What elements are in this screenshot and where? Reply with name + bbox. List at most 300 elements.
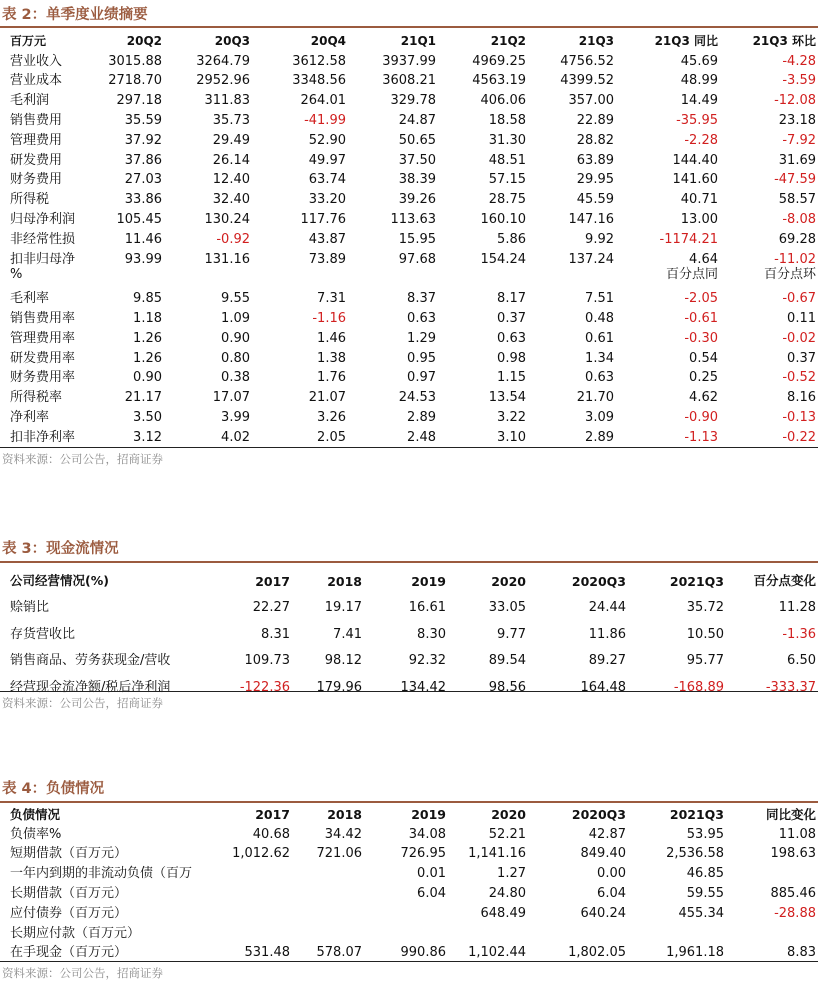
value-cell [82, 267, 164, 287]
row-label-cell: 财务费用率 [10, 370, 76, 386]
value-cell: 97.68 [398, 251, 436, 267]
value-cell: 0.63 [407, 310, 436, 326]
value-cell: 2,536.58 [666, 846, 724, 862]
value-cell: -12.08 [774, 93, 816, 109]
value-cell: 63.89 [576, 152, 614, 168]
table-row [0, 286, 818, 306]
value-cell: 160.10 [480, 211, 526, 227]
table3-title: 表 3：现金流情况 [2, 541, 119, 557]
value-cell: 52.90 [308, 132, 346, 148]
value-cell: 98.56 [488, 679, 526, 695]
value-cell: 22.89 [576, 112, 614, 128]
table-row [0, 168, 818, 188]
value-cell: 0.48 [585, 310, 614, 326]
row-label-cell: 管理费用率 [10, 330, 76, 346]
value-cell: 105.45 [116, 211, 162, 227]
value-cell: 38.39 [398, 172, 436, 188]
header-cell: 20Q2 [126, 33, 162, 48]
header-cell: 21Q2 [490, 33, 526, 48]
value-cell: 11.86 [588, 626, 626, 642]
header-label-cell: 负债情况 [10, 806, 61, 822]
row-label-cell: 一年内到期的非流动负债（百万 [10, 866, 193, 882]
value-cell: -1.16 [312, 310, 346, 326]
value-cell: 26.14 [212, 152, 250, 168]
row-label-cell: 扣非归母净 [10, 251, 76, 267]
value-cell [292, 901, 364, 921]
table-row [0, 842, 818, 862]
table-row [0, 227, 818, 247]
value-cell: 34.42 [324, 826, 362, 842]
table4-source: 资料来源：公司公告，招商证券 [2, 966, 163, 980]
value-cell: 3348.56 [292, 73, 346, 89]
value-cell: 0.95 [407, 350, 436, 366]
value-cell: -4.28 [782, 53, 816, 69]
value-cell: 89.54 [488, 653, 526, 668]
value-cell: 9.55 [221, 291, 250, 307]
row-label-cell: 赊销比 [10, 600, 50, 615]
value-cell: 3608.21 [382, 73, 436, 89]
value-cell [364, 921, 448, 941]
value-cell: -0.30 [684, 330, 718, 346]
row-label-cell: 扣非净利率 [10, 429, 76, 445]
value-cell: -1.36 [782, 626, 816, 642]
header-cell: 2019 [411, 806, 446, 822]
header-cell: 2021Q3 [669, 573, 724, 589]
row-label-cell: 营业成本 [10, 73, 63, 89]
value-cell: -7.92 [782, 132, 816, 148]
value-cell: 37.92 [124, 132, 162, 148]
value-cell: 0.00 [597, 866, 626, 882]
value-cell: 164.48 [580, 679, 626, 695]
row-label-cell: 营业收入 [10, 53, 63, 69]
table-row [0, 247, 818, 267]
value-cell: 3.26 [317, 409, 346, 425]
value-cell: 百分点同 [665, 266, 718, 282]
value-cell: 3937.99 [382, 53, 436, 69]
table3-cashflow [0, 562, 818, 695]
table-row [0, 306, 818, 326]
value-cell: 13.00 [680, 211, 718, 227]
value-cell: 0.63 [585, 370, 614, 386]
value-cell: 24.44 [588, 600, 626, 615]
value-cell: -0.92 [216, 231, 250, 247]
value-cell: 1,961.18 [666, 945, 724, 961]
value-cell: 10.50 [686, 626, 724, 642]
table-row [0, 88, 818, 108]
row-label-cell: 销售费用 [10, 112, 63, 128]
value-cell: 48.99 [680, 73, 718, 89]
row-label-cell: 所得税 [10, 192, 50, 208]
table-row [0, 108, 818, 128]
value-cell: 24.80 [488, 885, 526, 901]
header-cell: 21Q3 [578, 33, 614, 48]
value-cell [364, 901, 448, 921]
table3-header-row [0, 562, 818, 589]
value-cell: 18.58 [488, 112, 526, 128]
value-cell: 21.70 [576, 390, 614, 406]
table-row [0, 941, 818, 961]
value-cell: 154.24 [480, 251, 526, 267]
table-row [0, 69, 818, 89]
value-cell: 24.53 [398, 390, 436, 406]
value-cell: 8.30 [417, 626, 446, 642]
value-cell: -11.02 [774, 251, 816, 267]
value-cell: 35.72 [686, 600, 724, 615]
value-cell: 37.50 [398, 152, 436, 168]
value-cell: 3.22 [497, 409, 526, 425]
table-row [0, 49, 818, 69]
value-cell: 849.40 [580, 846, 626, 862]
value-cell: 4563.19 [472, 73, 526, 89]
table-row [0, 901, 818, 921]
header-cell: 2018 [327, 573, 362, 589]
value-cell: 1.27 [497, 866, 526, 882]
value-cell: 5.86 [497, 231, 526, 247]
table-row [0, 425, 818, 445]
value-cell [292, 861, 364, 881]
table-row [0, 346, 818, 366]
value-cell: 58.57 [778, 192, 816, 208]
value-cell: 6.50 [787, 653, 816, 668]
value-cell: -3.59 [782, 73, 816, 89]
value-cell: 69.28 [778, 231, 816, 247]
value-cell: 89.27 [588, 653, 626, 668]
value-cell: 990.86 [400, 945, 446, 961]
row-label-cell: 非经常性损 [10, 231, 76, 247]
value-cell [230, 861, 292, 881]
table3-bottom-rule [0, 691, 818, 692]
value-cell: 1.76 [317, 370, 346, 386]
header-cell: 百分点变化 [753, 572, 816, 588]
value-cell: -333.37 [765, 679, 816, 695]
row-label-cell: 研发费用率 [10, 350, 76, 366]
value-cell: 726.95 [400, 846, 446, 862]
value-cell: -0.90 [684, 409, 718, 425]
header-cell: 2017 [255, 806, 290, 822]
row-label-cell: 管理费用 [10, 132, 63, 148]
value-cell: 98.12 [324, 653, 362, 668]
value-cell: 8.17 [497, 291, 526, 307]
value-cell: 14.49 [680, 93, 718, 109]
value-cell: 39.26 [398, 192, 436, 208]
row-label-cell: 销售费用率 [10, 310, 76, 326]
value-cell [726, 921, 818, 941]
value-cell: 2.48 [407, 429, 436, 445]
value-cell: 13.54 [488, 390, 526, 406]
value-cell [726, 861, 818, 881]
value-cell: 3.99 [221, 409, 250, 425]
header-cell: 20Q4 [310, 33, 346, 48]
table-row [0, 385, 818, 405]
value-cell: 4969.25 [472, 53, 526, 69]
value-cell: 109.73 [244, 653, 290, 668]
header-cell: 2019 [411, 573, 446, 589]
value-cell: 95.77 [686, 653, 724, 668]
header-cell: 2020Q3 [571, 806, 626, 822]
value-cell: 8.83 [787, 945, 816, 961]
value-cell: 0.01 [417, 866, 446, 882]
value-cell: 8.31 [261, 626, 290, 642]
value-cell: 144.40 [672, 152, 718, 168]
row-label-cell: 销售商品、劳务获现金/营收 [10, 653, 171, 668]
value-cell: 6.04 [597, 885, 626, 901]
value-cell [230, 881, 292, 901]
value-cell: 32.40 [212, 192, 250, 208]
value-cell: 31.30 [488, 132, 526, 148]
header-cell: 2017 [255, 573, 290, 589]
value-cell: 63.74 [308, 172, 346, 188]
value-cell: 33.86 [124, 192, 162, 208]
header-cell: 2020 [491, 806, 526, 822]
value-cell: 4.62 [689, 390, 718, 406]
value-cell [628, 921, 726, 941]
row-label-cell: 负债率% [10, 826, 62, 842]
row-label-cell: 净利率 [10, 409, 50, 425]
row-label-cell: 所得税率 [10, 390, 63, 406]
value-cell [230, 901, 292, 921]
table3-source: 资料来源：公司公告，招商证券 [2, 696, 163, 710]
value-cell: 1.34 [585, 350, 614, 366]
table-row [0, 187, 818, 207]
value-cell [528, 267, 616, 287]
table-row [0, 326, 818, 346]
header-cell: 2020 [491, 573, 526, 589]
value-cell [438, 267, 528, 287]
value-cell [252, 267, 348, 287]
value-cell: 3.12 [133, 429, 162, 445]
header-cell: 20Q3 [214, 33, 250, 48]
table4-header-row [0, 802, 818, 822]
value-cell [292, 881, 364, 901]
table-row [0, 366, 818, 386]
value-cell: 1.26 [133, 330, 162, 346]
value-cell: 12.40 [212, 172, 250, 188]
value-cell: 35.59 [124, 112, 162, 128]
value-cell: 0.90 [221, 330, 250, 346]
value-cell: 1,012.62 [232, 846, 290, 862]
value-cell: 0.98 [497, 350, 526, 366]
value-cell: 3.50 [133, 409, 162, 425]
value-cell: 31.69 [778, 152, 816, 168]
value-cell: 7.51 [585, 291, 614, 307]
value-cell: 百分点环 [763, 266, 816, 282]
value-cell: 113.63 [390, 211, 436, 227]
value-cell: 297.18 [116, 93, 162, 109]
table4-bottom-rule [0, 961, 818, 962]
header-cell: 2021Q3 [669, 806, 724, 822]
value-cell: -28.88 [774, 905, 816, 921]
value-cell: 40.68 [252, 826, 290, 842]
table-row [0, 921, 818, 941]
value-cell: 29.49 [212, 132, 250, 148]
table-row [0, 822, 818, 842]
value-cell: 1.18 [133, 310, 162, 326]
header-cell: 21Q3 同比 [654, 33, 718, 48]
value-cell: 2.05 [317, 429, 346, 445]
table2-header-row [0, 29, 818, 49]
value-cell: 92.32 [408, 653, 446, 668]
header-cell: 2018 [327, 806, 362, 822]
value-cell [348, 267, 438, 287]
value-cell: 578.07 [316, 945, 362, 961]
value-cell: 1.29 [407, 330, 436, 346]
table2-top-rule [0, 26, 818, 28]
value-cell: 1.15 [497, 370, 526, 386]
value-cell: 311.83 [204, 93, 250, 109]
table-row [0, 207, 818, 227]
value-cell: 147.16 [568, 211, 614, 227]
value-cell: 8.16 [787, 390, 816, 406]
value-cell: 640.24 [580, 905, 626, 921]
value-cell: 28.75 [488, 192, 526, 208]
value-cell: 52.21 [488, 826, 526, 842]
row-label-cell: 在手现金（百万元） [10, 945, 128, 961]
value-cell: 28.82 [576, 132, 614, 148]
value-cell: 0.90 [133, 370, 162, 386]
value-cell: 531.48 [244, 945, 290, 961]
header-cell: 21Q1 [400, 33, 436, 48]
value-cell: 73.89 [308, 251, 346, 267]
value-cell: 49.97 [308, 152, 346, 168]
value-cell: 0.25 [689, 370, 718, 386]
value-cell: 9.77 [497, 626, 526, 642]
row-label-cell: % [10, 266, 23, 282]
row-label-cell: 研发费用 [10, 152, 63, 168]
value-cell: 2718.70 [108, 73, 162, 89]
value-cell: 35.73 [212, 112, 250, 128]
value-cell: 137.24 [568, 251, 614, 267]
value-cell: 93.99 [124, 251, 162, 267]
table2-subheader-row [0, 267, 818, 287]
value-cell: 2952.96 [196, 73, 250, 89]
value-cell: 2.89 [407, 409, 436, 425]
value-cell: 42.87 [588, 826, 626, 842]
value-cell: 885.46 [770, 885, 816, 901]
value-cell: 29.95 [576, 172, 614, 188]
table-row [0, 881, 818, 901]
value-cell: 22.27 [252, 600, 290, 615]
value-cell [230, 921, 292, 941]
value-cell: 11.46 [124, 231, 162, 247]
header-label-cell: 公司经营情况(%) [10, 572, 109, 588]
value-cell: 0.38 [221, 370, 250, 386]
table2-source: 资料来源：公司公告，招商证券 [2, 452, 163, 466]
value-cell: 23.18 [778, 112, 816, 128]
value-cell: -0.13 [782, 409, 816, 425]
value-cell: 19.17 [324, 600, 362, 615]
table-row [0, 642, 818, 669]
value-cell: 40.71 [680, 192, 718, 208]
value-cell: 1,102.44 [468, 945, 526, 961]
row-label-cell: 财务费用 [10, 172, 63, 188]
value-cell: 21.07 [308, 390, 346, 406]
value-cell: -0.52 [782, 370, 816, 386]
value-cell: 6.04 [417, 885, 446, 901]
table-row [0, 148, 818, 168]
value-cell: 3612.58 [292, 53, 346, 69]
value-cell: 721.06 [316, 846, 362, 862]
header-cell: 同比变化 [765, 806, 816, 822]
value-cell: 1,141.16 [468, 846, 526, 862]
row-label-cell: 经营现金流净额/税后净利润 [10, 679, 171, 695]
row-label-cell: 毛利润 [10, 93, 50, 109]
value-cell: 8.37 [407, 291, 436, 307]
value-cell: 16.61 [408, 600, 446, 615]
value-cell: 0.37 [497, 310, 526, 326]
value-cell: 1,802.05 [568, 945, 626, 961]
value-cell: 27.03 [124, 172, 162, 188]
value-cell: 15.95 [398, 231, 436, 247]
table4-title: 表 4：负债情况 [2, 781, 105, 797]
row-label-cell: 存货营收比 [10, 626, 76, 642]
value-cell: 1.38 [317, 350, 346, 366]
value-cell: 117.76 [300, 211, 346, 227]
table2-title: 表 2：单季度业绩摘要 [2, 7, 148, 23]
value-cell: 0.61 [585, 330, 614, 346]
table-row [0, 861, 818, 881]
value-cell: 130.24 [204, 211, 250, 227]
value-cell: 131.16 [204, 251, 250, 267]
value-cell [448, 921, 528, 941]
value-cell: -1174.21 [659, 231, 718, 247]
value-cell: 53.95 [686, 826, 724, 842]
row-label-cell: 长期应付款（百万元） [10, 925, 141, 941]
value-cell: 59.55 [686, 885, 724, 901]
value-cell: 3.09 [585, 409, 614, 425]
value-cell: 43.87 [308, 231, 346, 247]
table2-quarterly-summary [0, 29, 818, 445]
value-cell: 141.60 [672, 172, 718, 188]
table-row [0, 128, 818, 148]
table2-bottom-rule [0, 447, 818, 448]
value-cell: 11.08 [778, 826, 816, 842]
value-cell: 4.02 [221, 429, 250, 445]
value-cell: 33.20 [308, 192, 346, 208]
value-cell: 57.15 [488, 172, 526, 188]
value-cell: 9.85 [133, 291, 162, 307]
value-cell: 357.00 [568, 93, 614, 109]
table-row [0, 615, 818, 642]
value-cell: 0.37 [787, 350, 816, 366]
value-cell: 48.51 [488, 152, 526, 168]
value-cell: 17.07 [212, 390, 250, 406]
table-row [0, 405, 818, 425]
value-cell: 648.49 [480, 905, 526, 921]
value-cell: 3264.79 [196, 53, 250, 69]
value-cell: -8.08 [782, 211, 816, 227]
value-cell: 50.65 [398, 132, 436, 148]
value-cell: 9.92 [585, 231, 614, 247]
value-cell: 33.05 [488, 600, 526, 615]
value-cell: 37.86 [124, 152, 162, 168]
header-cell: 21Q3 环比 [752, 33, 816, 48]
value-cell: 7.41 [333, 626, 362, 642]
table-row [0, 589, 818, 616]
value-cell: 1.46 [317, 330, 346, 346]
value-cell: 34.08 [408, 826, 446, 842]
value-cell: 24.87 [398, 112, 436, 128]
value-cell: 198.63 [770, 846, 816, 862]
value-cell [164, 267, 252, 287]
row-label-cell: 长期借款（百万元） [10, 885, 128, 901]
value-cell: -1.13 [684, 429, 718, 445]
value-cell: 455.34 [678, 905, 724, 921]
value-cell: 179.96 [316, 679, 362, 695]
value-cell: 329.78 [390, 93, 436, 109]
value-cell: -2.28 [684, 132, 718, 148]
value-cell [528, 921, 628, 941]
value-cell: 45.59 [576, 192, 614, 208]
